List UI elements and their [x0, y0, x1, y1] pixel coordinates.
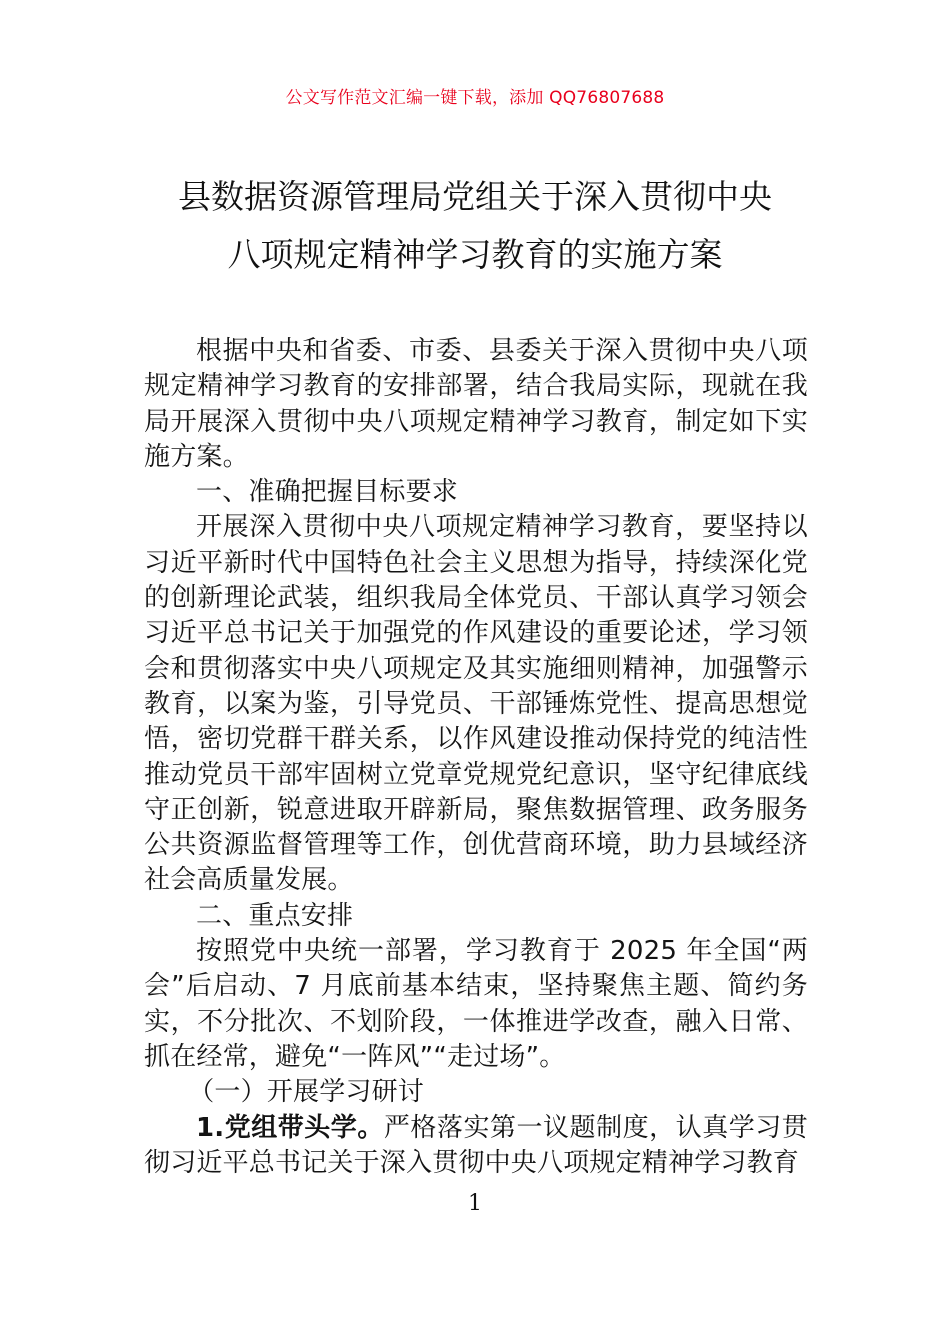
page-number: 1: [468, 1191, 482, 1216]
section-1-heading: 一、准确把握目标要求: [196, 477, 459, 508]
title-line-1: 县数据资源管理局党组关于深入贯彻中央: [178, 177, 772, 216]
subsection-1-heading: （一）开展学习研讨: [188, 1077, 424, 1108]
document-body: [144, 334, 808, 1181]
intro-paragraph: 根据中央和省委、市委、县委关于深入贯彻中央八项规定精神学习教育的安排部署，结合我局实际，现就在我局开展深入贯彻中央八项规定精神学习教育，制定如下实施方案。: [144, 336, 808, 472]
item-1-body: 严格落实第一议题制度，认真学习贯彻习近平总书记关于深入贯彻中央八项规定精神学习教育: [144, 1112, 808, 1178]
download-watermark: 公文写作范文汇编一键下载，添加 QQ76807688: [285, 88, 665, 108]
item-1-lead: 1.党组带头学。: [196, 1112, 384, 1143]
item-1-paragraph: [144, 1111, 808, 1182]
section-2-heading: 二、重点安排: [196, 900, 354, 931]
section-1-paragraph: 开展深入贯彻中央八项规定精神学习教育，要坚持以习近平新时代中国特色社会主义思想为指导，持续深化党的创新理论武装，组织我局全体党员、干部认真学习领会习近平总书记关于加强党的作风建设的重要论述，学习领会和贯彻落实中央八项规定及其实施细则精神，加强警示教育，以案为鉴，引导党员、干部锤炼党性、提高思想觉悟，密切党群干群关系，以作风建设推动保持党的纯洁性推动党员干部牢固树立党章党规党纪意识，坚守纪律底线守正创新，锐意进取开辟新局，聚焦数据管理、政务服务公共资源监督管理等工作，创优营商环境，助力县域经济社会高质量发展。: [144, 512, 808, 896]
document-title: [120, 168, 830, 284]
section-2-paragraph: 按照党中央统一部署，学习教育于 2025 年全国“两会”后启动、7 月底前基本结束，坚持聚焦主题、简约务实，不分批次、不划阶段，一体推进学改查，融入日常、抓在经常，避免“一阵风”“走过场”。: [144, 936, 808, 1072]
title-line-2: 八项规定精神学习教育的实施方案: [227, 235, 723, 274]
